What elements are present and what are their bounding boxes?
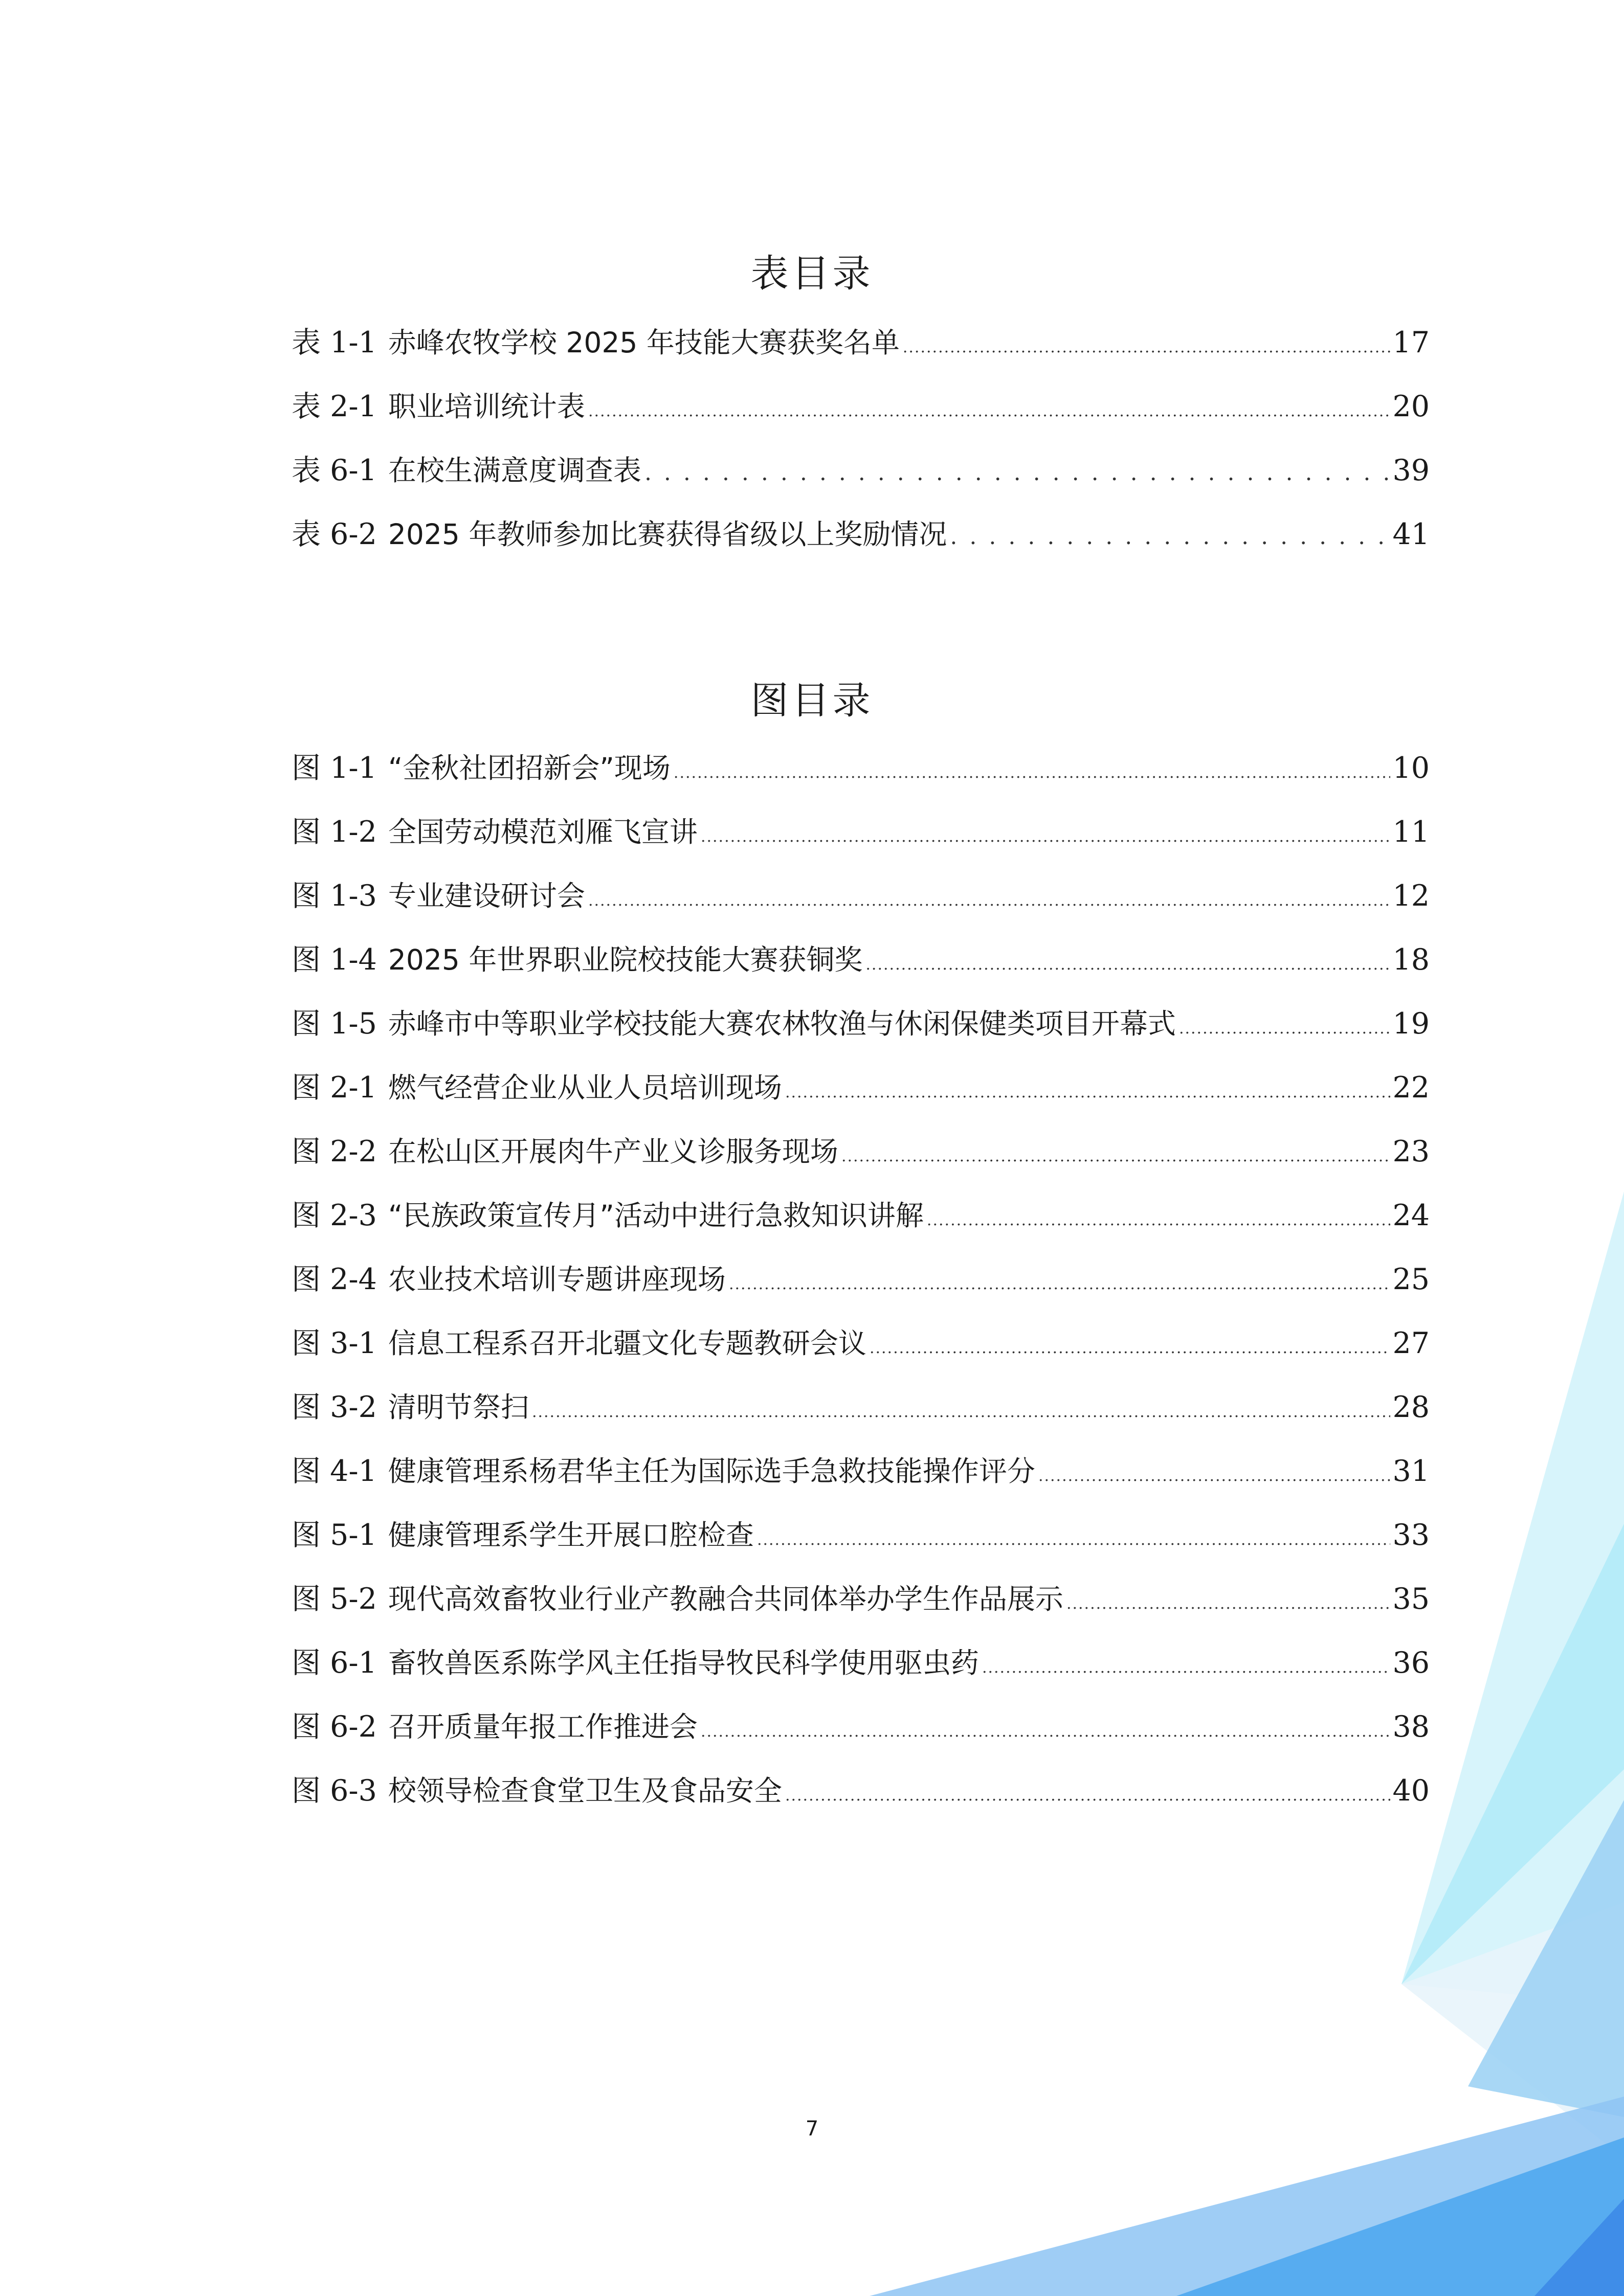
toc-dot-leader <box>1179 1008 1391 1049</box>
toc-dot-leader <box>729 1264 1391 1305</box>
toc-entry-label: 图 1-5 <box>292 1007 377 1041</box>
toc-entry-label: 图 3-2 <box>292 1390 377 1424</box>
toc-entry-label: 图 5-1 <box>292 1518 377 1552</box>
toc-dot-leader <box>950 516 1390 557</box>
toc-entry-title: 健康管理系杨君华主任为国际选手急救技能操作评分 <box>388 1455 1035 1488</box>
toc-entry-label: 图 2-1 <box>292 1071 377 1105</box>
toc-entry-page-number: 36 <box>1392 1646 1430 1680</box>
toc-entry-label: 图 4-1 <box>292 1454 377 1488</box>
toc-dot-leader <box>841 1136 1391 1177</box>
toc-dot-leader <box>701 1712 1391 1752</box>
toc-entry-page-number: 33 <box>1392 1518 1430 1552</box>
toc-entry-title: 职业培训统计表 <box>388 390 585 423</box>
toc-entry-label: 表 6-2 <box>292 517 377 551</box>
toc-entry-title: 2025 年世界职业院校技能大赛获铜奖 <box>388 943 863 976</box>
toc-entry-title: 现代高效畜牧业行业产教融合共同体举办学生作品展示 <box>388 1583 1063 1615</box>
toc-entry-title: “民族政策宣传月”活动中进行急救知识讲解 <box>388 1199 924 1232</box>
toc-entry-page-number: 23 <box>1392 1135 1430 1168</box>
toc-entry-title: 召开质量年报工作推进会 <box>388 1710 698 1743</box>
toc-entry-title: 赤峰农牧学校 2025 年技能大赛获奖名单 <box>388 326 900 359</box>
toc-dot-leader <box>927 1200 1391 1241</box>
toc-entry-figure-2-3[interactable] <box>292 1195 1430 1259</box>
toc-entry-label: 图 3-1 <box>292 1326 377 1360</box>
toc-entry-page-number: 18 <box>1392 943 1430 977</box>
toc-dot-leader <box>982 1648 1391 1689</box>
toc-entry-figure-3-2[interactable] <box>292 1387 1430 1451</box>
toc-entry-label: 图 5-2 <box>292 1582 377 1616</box>
toc-entry-title: 在校生满意度调查表 <box>388 454 641 487</box>
tables-toc-list <box>292 322 1430 578</box>
toc-entry-page-number: 24 <box>1392 1199 1430 1232</box>
toc-dot-leader <box>674 753 1391 794</box>
figures-toc-list <box>292 748 1430 1834</box>
toc-entry-figure-5-1[interactable] <box>292 1515 1430 1579</box>
toc-entry-label: 图 2-2 <box>292 1135 377 1168</box>
toc-entry-label: 图 6-2 <box>292 1710 377 1744</box>
figures-section-title: 图目录 <box>750 679 874 723</box>
toc-entry-figure-1-1[interactable] <box>292 748 1430 812</box>
toc-entry-title: 全国劳动模范刘雁飞宣讲 <box>388 816 698 848</box>
toc-dot-leader <box>644 453 1391 493</box>
toc-entry-title: 2025 年教师参加比赛获得省级以上奖励情况 <box>388 518 947 551</box>
toc-entry-label: 图 1-2 <box>292 815 377 849</box>
toc-entry-label: 图 1-3 <box>292 879 377 913</box>
toc-entry-figure-2-1[interactable] <box>292 1067 1430 1131</box>
toc-entry-page-number: 19 <box>1392 1007 1430 1041</box>
toc-entry-page-number: 31 <box>1392 1454 1430 1488</box>
toc-dot-leader <box>588 881 1391 921</box>
toc-entry-page-number: 39 <box>1392 454 1430 487</box>
toc-entry-title: 专业建设研讨会 <box>388 880 585 912</box>
toc-entry-page-number: 28 <box>1392 1390 1430 1424</box>
tables-section-title: 表目录 <box>750 252 874 296</box>
toc-entry-page-number: 35 <box>1392 1582 1430 1616</box>
toc-entry-title: 赤峰市中等职业学校技能大赛农林牧渔与休闲保健类项目开幕式 <box>388 1007 1176 1040</box>
toc-entry-figure-1-2[interactable] <box>292 812 1430 875</box>
toc-entry-figure-2-4[interactable] <box>292 1259 1430 1323</box>
toc-entry-label: 表 1-1 <box>292 326 377 359</box>
toc-dot-leader <box>1038 1456 1391 1497</box>
toc-entry-label: 图 6-3 <box>292 1774 377 1808</box>
toc-entry-title: 燃气经营企业从业人员培训现场 <box>388 1071 782 1104</box>
toc-entry-page-number: 11 <box>1392 815 1430 849</box>
toc-entry-figure-6-2[interactable] <box>292 1706 1430 1770</box>
toc-entry-title: 清明节祭扫 <box>388 1391 529 1424</box>
toc-entry-page-number: 12 <box>1392 879 1430 913</box>
toc-entry-label: 表 6-1 <box>292 454 377 487</box>
toc-dot-leader <box>785 1072 1391 1113</box>
toc-entry-page-number: 27 <box>1392 1326 1430 1360</box>
toc-entry-title: “金秋社团招新会”现场 <box>388 752 671 784</box>
toc-entry-table-6-2[interactable] <box>292 514 1430 578</box>
toc-entry-figure-6-3[interactable] <box>292 1770 1430 1834</box>
toc-dot-leader <box>870 1328 1391 1369</box>
toc-dot-leader <box>532 1392 1391 1433</box>
toc-entry-page-number: 41 <box>1392 517 1430 551</box>
toc-entry-title: 农业技术培训专题讲座现场 <box>388 1263 726 1296</box>
toc-entry-page-number: 40 <box>1392 1774 1430 1808</box>
toc-entry-title: 信息工程系召开北疆文化专题教研会议 <box>388 1327 866 1360</box>
toc-entry-figure-1-4[interactable] <box>292 939 1430 1003</box>
toc-entry-figure-6-1[interactable] <box>292 1642 1430 1706</box>
toc-dot-leader <box>1066 1584 1391 1625</box>
toc-entry-title: 校领导检查食堂卫生及食品安全 <box>388 1774 782 1807</box>
toc-dot-leader <box>588 391 1391 432</box>
page-number: 7 <box>805 2117 819 2141</box>
toc-dot-leader <box>757 1520 1391 1561</box>
toc-entry-figure-4-1[interactable] <box>292 1451 1430 1515</box>
toc-entry-page-number: 38 <box>1392 1710 1430 1744</box>
toc-entry-figure-1-3[interactable] <box>292 875 1430 939</box>
toc-entry-label: 图 1-1 <box>292 751 377 785</box>
toc-entry-page-number: 17 <box>1392 326 1430 359</box>
toc-entry-page-number: 22 <box>1392 1071 1430 1105</box>
toc-entry-figure-5-2[interactable] <box>292 1579 1430 1642</box>
toc-entry-table-2-1[interactable] <box>292 386 1430 450</box>
toc-entry-label: 图 2-3 <box>292 1199 377 1232</box>
toc-entry-label: 图 6-1 <box>292 1646 377 1680</box>
toc-entry-figure-1-5[interactable] <box>292 1003 1430 1067</box>
toc-dot-leader <box>701 817 1391 858</box>
toc-entry-page-number: 25 <box>1392 1263 1430 1296</box>
toc-entry-figure-3-1[interactable] <box>292 1323 1430 1387</box>
toc-entry-page-number: 10 <box>1392 751 1430 785</box>
toc-dot-leader <box>785 1775 1391 1816</box>
toc-entry-title: 在松山区开展肉牛产业义诊服务现场 <box>388 1135 838 1168</box>
toc-entry-table-6-1[interactable] <box>292 450 1430 514</box>
toc-entry-table-1-1[interactable] <box>292 322 1430 386</box>
toc-entry-title: 健康管理系学生开展口腔检查 <box>388 1519 754 1551</box>
toc-entry-figure-2-2[interactable] <box>292 1131 1430 1195</box>
toc-entry-title: 畜牧兽医系陈学风主任指导牧民科学使用驱虫药 <box>388 1647 979 1679</box>
toc-entry-label: 图 2-4 <box>292 1263 377 1296</box>
toc-entry-label: 图 1-4 <box>292 943 377 977</box>
toc-dot-leader <box>865 944 1390 985</box>
toc-entry-label: 表 2-1 <box>292 390 377 423</box>
toc-dot-leader <box>903 327 1391 368</box>
toc-entry-page-number: 20 <box>1392 390 1430 423</box>
